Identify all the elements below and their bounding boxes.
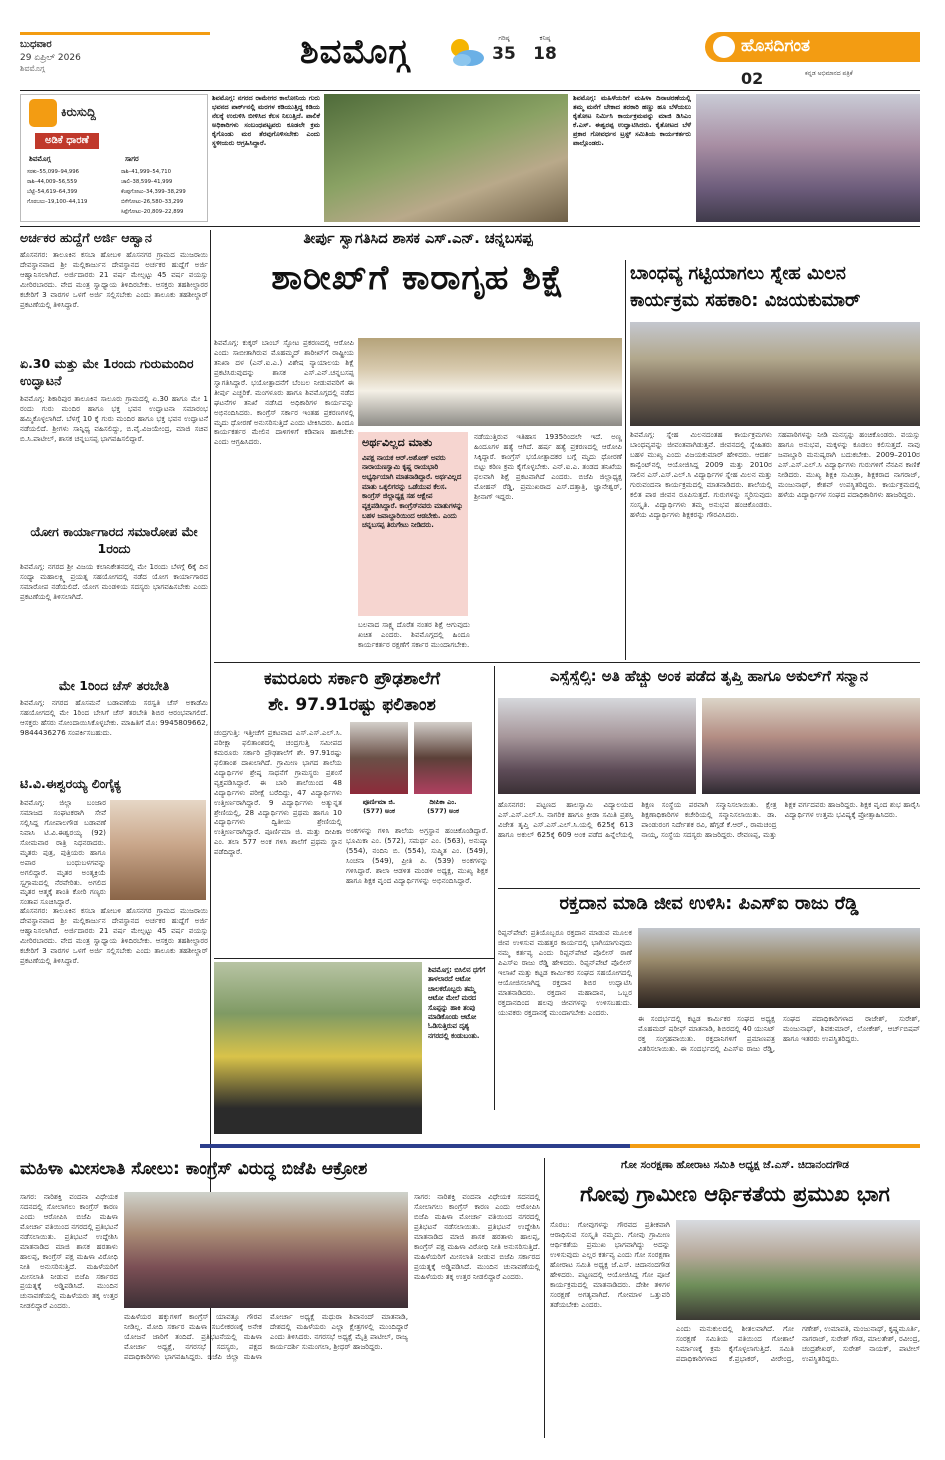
market-row: ಸಿಪ್ಪೆಗೋಟು–20,809–22,899 [121,209,184,216]
mahila-body: ಸಾಗರ: ನಾರಿಶಕ್ತಿ ವಂದನಾ ವಿಧೇಯಕ ಸದನದಲ್ಲಿ ಸೋಲಾಗಲು ಕಾಂಗ್ರೆಸ್ ಕಾರಣ ಎಂದು ಆರೋಪಿಸಿ ಬಿಜೆಪಿ ಮಹಿಳಾ ಮೋರ್ಚಾ ವತಿಯಿಂದ ನಗರದಲ್ಲಿ ಪ್ರತಿಭಟನೆ ನಡೆಸಲಾಯಿತು. ಪ್ರತಿಭಟನೆ ಉದ್ದೇಶಿಸಿ ಮಾತನಾಡಿದ ಮಾಜಿ ಶಾಸಕ ಹರತಾಳು ಹಾಲಪ್ಪ, ಕಾಂಗ್ರೆಸ್ ಪಕ್ಷ ಮಹಿಳಾ ವಿರೋಧಿ ನೀತಿ ಅನುಸರಿಸುತ್ತಿದೆ. ಮಹಿಳೆಯರಿಗೆ ಮೀಸಲಾತಿ ನೀಡುವ ಬಿಜೆಪಿ ಸರ್ಕಾರದ ಪ್ರಯತ್ನಕ್ಕೆ ಅಡ್ಡಿಪಡಿಸಿದೆ. ಮುಂದಿನ ಚುನಾವಣೆಯಲ್ಲಿ ಮಹಿಳೆಯರು ತಕ್ಕ ಉತ್ತರ ನೀಡಲಿದ್ದಾರೆ ಎಂದರು. [20,1192,118,1311]
lead-body: ಶಿವಮೊಗ್ಗ: ಕುಕ್ಕರ್ ಬಾಂಬ್ ಸ್ಫೋಟ ಪ್ರಕರಣದಲ್ಲಿ ಆರೋಪಿ ಎಂದು ಸಾಬೀತಾಗಿರುವ ಮೊಹಮ್ಮದ್ ಶಾರೀಖ್‌ಗೆ ರಾಷ್ಟ್ರೀಯ ತನಿಖಾ ದಳ (ಎನ್.ಐ.ಎ.) ವಿಶೇಷ ನ್ಯಾಯಾಲಯ ಶಿಕ್ಷೆ ಪ್ರಕಟಿಸಿರುವುದನ್ನು ಶಾಸಕ ಎಸ್.ಎನ್.ಚನ್ನಬಸಪ್ಪ ಸ್ವಾಗತಿಸಿದ್ದಾರೆ. ಭಯೋತ್ಪಾದನೆಗೆ ಬೆಂಬಲ ನೀಡುವವರಿಗೆ ಈ ತೀರ್ಪು ಎಚ್ಚರಿಕೆ. ಮಂಗಳೂರು ಹಾಗೂ ಶಿವಮೊಗ್ಗದಲ್ಲಿ ನಡೆದ ಘಟನೆಗಳ ತನಿಖೆ ನಡೆಸಿದ ಅಧಿಕಾರಿಗಳ ಕಾರ್ಯವನ್ನು ಅಭಿನಂದಿಸಿದರು. ಕಾಂಗ್ರೆಸ್ ಸರ್ಕಾರ ಇಂತಹ ಪ್ರಕರಣಗಳಲ್ಲಿ ಮೃದು ಧೋರಣೆ ಅನುಸರಿಸುತ್ತಿದೆ ಎಂದು ಟೀಕಿಸಿದರು. ಹಿಂದೂ ಕಾರ್ಯಕರ್ತರ ಮೇಲಿನ ದಾಳಿಗಳಿಗೆ ಕಡಿವಾಣ ಹಾಕಬೇಕು ಎಂದು ಆಗ್ರಹಿಸಿದರು. [214,338,354,447]
protest-photo [124,1192,408,1308]
blood-body: ರಿಪ್ಪನ್‌ಪೇಟೆ: ಪ್ರತಿಯೊಬ್ಬರೂ ರಕ್ತದಾನ ಮಾಡುವ ಮೂಲಕ ಜೀವ ಉಳಿಸುವ ಮಹತ್ತರ ಕಾರ್ಯದಲ್ಲಿ ಭಾಗಿಯಾಗುವುದು ನಮ್ಮ ಕರ್ತವ್ಯ ಎಂದು ರಿಪ್ಪನ್‌ಪೇಟೆ ಪೊಲೀಸ್ ಠಾಣೆ ಪಿಎಸ್‌ಐ ರಾಜು ರೆಡ್ಡಿ ಹೇಳಿದರು. ರಿಪ್ಪನ್‌ಪೇಟೆ ಪೊಲೀಸ್ ಇಲಾಖೆ ಮತ್ತು ಕಟ್ಟಡ ಕಾರ್ಮಿಕರ ಸಂಘದ ಸಹಯೋಗದಲ್ಲಿ ಆಯೋಜಿಸಲಾಗಿದ್ದ ರಕ್ತದಾನ ಶಿಬಿರ ಉದ್ಘಾಟಿಸಿ ಮಾತನಾಡಿದರು. ರಕ್ತದಾನ ಮಹಾದಾನ, ಒಬ್ಬರ ರಕ್ತದಾನದಿಂದ ಹಲವು ಜೀವಗಳನ್ನು ಉಳಿಸಬಹುದು. ಯುವಕರು ರಕ್ತದಾನಕ್ಕೆ ಮುಂದಾಗಬೇಕು ಎಂದರು. [498,928,632,1017]
min-temp: 18 [533,43,557,64]
market-brand: ಕಿರುಸುದ್ದಿ [61,105,96,119]
felicitation-photo-2 [702,698,920,794]
market-row: ಬೆಟ್ಟೆ–54,619–64,399 [27,189,78,196]
bandhavya-body: ಶಿವಮೊಗ್ಗ: ಸ್ನೇಹ ಮಿಲನದಂತಹ ಕಾರ್ಯಕ್ರಮಗಳು ಬಾಂಧವ್ಯವನ್ನು ಜೀವಂತವಾಗಿಡುತ್ತವೆ. ಜೀವನದಲ್ಲಿ ಸ್ನೇಹಿತರು ಬಹಳ ಮುಖ್ಯ ಎಂದು ವಿಜಯಕುಮಾರ್ ಹೇಳಿದರು. ಆದರ್ಶ ಕಾನ್ವೆಂಟ್‌ನಲ್ಲಿ ಆಯೋಜಿಸಿದ್ದ 2009 ಮತ್ತು 2010ರ ಸಾಲಿನ ಎಸ್.ಎಸ್.ಎಲ್.ಸಿ ವಿದ್ಯಾರ್ಥಿಗಳ ಸ್ನೇಹ ಮಿಲನ ಮತ್ತು ಗುರುವಂದನಾ ಕಾರ್ಯಕ್ರಮದಲ್ಲಿ ಮಾತನಾಡಿದರು. ಶಾಲೆಯಲ್ಲಿ ಕಲಿತ ಪಾಠ ಜೀವನ ರೂಪಿಸುತ್ತದೆ. ಗುರುಗಳನ್ನು ಸ್ಮರಿಸುವುದು ಸಂಸ್ಕೃತಿ. ವಿದ್ಯಾರ್ಥಿಗಳು ತಮ್ಮ ಅನುಭವ ಹಂಚಿಕೊಂಡರು. ಹಳೆಯ ವಿದ್ಯಾರ್ಥಿಗಳು ಶಿಕ್ಷಕರನ್ನು ಗೌರವಿಸಿದರು. [630,430,772,519]
bandhavya-body-2: ಸಹಪಾಠಿಗಳನ್ನು ನೀಡಿ ಮನಸ್ಸನ್ನು ಹಂಚಿಕೊಂಡರು. ವಯಸ್ಸು ಹಾಗೂ ಅನುಭವ, ಮಕ್ಕಳನ್ನು ಕೂಡಲು ಕಲಿಸುತ್ತದೆ. ನಾವು ಜವಾಬ್ದಾರಿ ಮನುಷ್ಯರಾಗಿ ಬದುಕಬೇಕು. 2009–2010ರ ಎಸ್.ಎಸ್.ಎಲ್.ಸಿ ವಿದ್ಯಾರ್ಥಿಗಳು ಗುರುಗಳಿಗೆ ನೆನಪಿನ ಕಾಣಿಕೆ ನೀಡಿದರು. ಮುಖ್ಯ ಶಿಕ್ಷಕಿ ಸುಮಿತ್ರಾ, ಶಿಕ್ಷಕರಾದ ನಾಗರಾಜ್, ಮಂಜುನಾಥ್, ಕೇಶವ್ ಉಪಸ್ಥಿತರಿದ್ದರು. ಕಾರ್ಯಕ್ರಮದಲ್ಲಿ ಹಳೆಯ ವಿದ್ಯಾರ್ಥಿಗಳ ಸಂಘದ ಪದಾಧಿಕಾರಿಗಳು ಹಾಜರಿದ್ದರು. [778,430,920,499]
mahila-body-3: ಸಾಗರ: ನಾರಿಶಕ್ತಿ ವಂದನಾ ವಿಧೇಯಕ ಸದನದಲ್ಲಿ ಸೋಲಾಗಲು ಕಾಂಗ್ರೆಸ್ ಕಾರಣ ಎಂದು ಆರೋಪಿಸಿ ಬಿಜೆಪಿ ಮಹಿಳಾ ಮೋರ್ಚಾ ವತಿಯಿಂದ ನಗರದಲ್ಲಿ ಪ್ರತಿಭಟನೆ ನಡೆಸಲಾಯಿತು. ಪ್ರತಿಭಟನೆ ಉದ್ದೇಶಿಸಿ ಮಾತನಾಡಿದ ಮಾಜಿ ಶಾಸಕ ಹರತಾಳು ಹಾಲಪ್ಪ, ಕಾಂಗ್ರೆಸ್ ಪಕ್ಷ ಮಹಿಳಾ ವಿರೋಧಿ ನೀತಿ ಅನುಸರಿಸುತ್ತಿದೆ. ಮಹಿಳೆಯರಿಗೆ ಮೀಸಲಾತಿ ನೀಡುವ ಬಿಜೆಪಿ ಸರ್ಕಾರದ ಪ್ರಯತ್ನಕ್ಕೆ ಅಡ್ಡಿಪಡಿಸಿದೆ. ಮುಂದಿನ ಚುನಾವಣೆಯಲ್ಲಿ ಮಹಿಳೆಯರು ತಕ್ಕ ಉತ್ತರ ನೀಡಲಿದ್ದಾರೆ ಎಂದರು. [414,1192,540,1281]
article-body: ಶಿವಮೊಗ್ಗ: ಶಿಕಾರಿಪುರ ತಾಲೂಕಿನ ಸಾಲೂರು ಗ್ರಾಮದಲ್ಲಿ ಏ.30 ಹಾಗೂ ಮೇ 1 ರಂದು ಗುರು ಮಂದಿರ ಹಾಗೂ ಭಕ್ತ ಭವನ ಉದ್ಘಾಟನಾ ಸಮಾರಂಭ ಹಮ್ಮಿಕೊಳ್ಳಲಾಗಿದೆ. ಬೆಳಗ್ಗೆ 10 ಕ್ಕೆ ಗುರು ಮಂದಿರ ಹಾಗೂ ಭಕ್ತ ಭವನ ಉದ್ಘಾಟನೆ ನಡೆಯಲಿದೆ. ಶ್ರೀಗಳು ಸಾನ್ನಿಧ್ಯ ವಹಿಸಲಿದ್ದು, ಬಿ.ವೈ.ವಿಜಯೇಂದ್ರ, ಮಾಜಿ ಸಚಿವ ಬಿ.ಸಿ.ಪಾಟೀಲ್, ಶಾಸಕ ಚನ್ನಬಸಪ್ಪ ಭಾಗವಹಿಸಲಿದ್ದಾರೆ. [20,394,208,443]
blood-body-2: ಈ ಸಂದರ್ಭದಲ್ಲಿ ಕಟ್ಟಡ ಕಾರ್ಮಿಕರ ಸಂಘದ ಅಧ್ಯಕ್ಷ ಮೊಹಮದ್ ಷರೀಫ್ ಮಾತನಾಡಿ, ಶಿಬಿರದಲ್ಲಿ 40 ಯುನಿಟ್ ರಕ್ತ ಸಂಗ್ರಹವಾಯಿತು. ರಕ್ತದಾನಿಗಳಿಗೆ ಪ್ರಮಾಣಪತ್ರ ವಿತರಿಸಲಾಯಿತು. ಈ ಸಂದರ್ಭದಲ್ಲಿ ಪಿಎಸ್‌ಐ ರಾಜು ರೆಡ್ಡಿ, ಸಂಘದ ಪದಾಧಿಕಾರಿಗಳಾದ ರಾಜೇಶ್, ಸುರೇಶ್, ಮಂಜುನಾಥ್, ಶಿವಕುಮಾರ್, ಲೋಕೇಶ್, ಆರ್ಚ್‌ಬಿಷಪ್ ಹಾಗೂ ಇತರರು ಉಪಸ್ಥಿತರಿದ್ದರು. [638,1014,920,1053]
lead-headline: ಶಾರೀಖ್‌ಗೆ ಕಾರಾಗೃಹ ಶಿಕ್ಷೆ [271,258,565,298]
article-head: ಏ.30 ಮತ್ತು ಮೇ 1ರಂದು ಗುರುಮಂದಿರ ಉದ್ಘಾಟನೆ [20,356,194,388]
article-head: ಅರ್ಚಕರ ಹುದ್ದೆಗೆ ಅರ್ಜಿ ಆಹ್ವಾನ [20,230,152,245]
article-head: ಮೇ 1ರಿಂದ ಚೆಸ್ ತರಬೇತಿ [58,678,170,693]
market-title: ಅಡಿಕೆ ಧಾರಣೆ [35,133,99,149]
school-headline [214,666,490,724]
market-col2 [121,167,207,217]
sidebox-head: ಅರ್ಥವಿಲ್ಲದ ಮಾತು [362,436,433,449]
student-caption-name: ಪೂರ್ಣಿಮಾ ಜಿ. [362,798,396,806]
market-row: ರಾಶಿ–44,009–56,559 [27,179,77,186]
kirusuddi-icon [29,99,57,127]
school-headline-2: ಶೇ. 97.91ರಷ್ಟು ಫಲಿತಾಂಶ [268,695,436,716]
date: 29 ಏಪ್ರಿಲ್ 2026 [20,52,81,63]
divider-stripe-accent [630,1144,920,1148]
felicitation-photo-1 [498,698,696,794]
masthead: ಶಿವಮೊಗ್ಗ [300,32,410,72]
max-temp: 35 [492,43,516,64]
obituary-photo [110,800,206,900]
student-caption-1 [346,798,412,822]
paper-tagline: ಕನ್ನಡ ಅಭಿಮಾನದ ಪತ್ರಿಕೆ [805,70,853,77]
market-box [20,94,208,222]
sidebox-body: ವಿಪಕ್ಷ ನಾಯಕ ಆರ್.ಅಶೋಕ್ ಅವರು ನಾರಾಯಣಸ್ವಾಮಿ ಕೃಷ್ಣ ರಾಯಭಾರಿ ಅಭ್ಯರ್ಥಿಯಾಗಿ ಮಾತನಾಡಿದ್ದಾರೆ. ಅರ್ಥವಿಲ್ಲದ ಮಾತು ಒಕ್ಕಲಿಗರನ್ನು ಒಡೆಯುವ ಕೆಲಸ. ಕಾಂಗ್ರೆಸ್ ಜಿಲ್ಲಾಧ್ಯಕ್ಷ ಸಹ ಆಕ್ಷೇಪ ವ್ಯಕ್ತಪಡಿಸಿದ್ದಾರೆ. ಕಾಂಗ್ರೆಸ್‌ನವರು ಮಾತುಗಳನ್ನು ಬಹಳ ಜವಾಬ್ದಾರಿಯಿಂದ ಆಡಬೇಕು. ಎಂದು ಚನ್ನಬಸಪ್ಪ ತಿರುಗೇಟು ನೀಡಿದರು. [362,453,464,530]
article-head: ಟಿ.ವಿ.ಈಶ್ವರಯ್ಯ ಲಿಂಗೈಕ್ಯ [20,776,122,791]
sslc-headline: ಎಸ್ಸೆಸ್ಸೆಲ್ಸಿ: ಅತಿ ಹೆಚ್ಚು ಅಂಕ ಪಡೆದ ತೃಪ್ತಿ ಹಾಗೂ ಅಕುಲ್‌ಗೆ ಸನ್ಮಾನ [549,667,869,685]
paper-logo [705,32,920,90]
article-body: ಶಿವಮೊಗ್ಗ: ನಗರದ ಹೊಸಮನೆ ಬಡಾವಣೆಯ ಸರಸ್ವತಿ ಚೆಸ್ ಅಕಾಡೆಮಿ ಸಹಯೋಗದಲ್ಲಿ ಮೇ 1ರಿಂದ ಬೇಸಿಗೆ ಚೆಸ್ ತರಬೇತಿ ಶಿಬಿರ ಆರಂಭವಾಗಲಿದೆ. ಆಸಕ್ತರು ಹೆಸರು ನೋಂದಾಯಿಸಿಕೊಳ್ಳಬೇಕು. ಮಾಹಿತಿಗೆ ಮೊ: 9945809662, 9844436276 ಸಂಪರ್ಕಿಸಬಹುದು. [20,698,208,737]
market-row: ಸರಕು–55,099–94,996 [27,169,80,175]
blood-headline: ರಕ್ತದಾನ ಮಾಡಿ ಜೀವ ಉಳಿಸಿ: ಪಿಎಸ್‌ಐ ರಾಜು ರೆಡ್ಡಿ [559,893,859,914]
min-label: ಕನಿಷ್ಠ [539,34,551,42]
weather-icon [446,34,486,70]
lead-body-3: ಬಲವಾದ ಸಾಕ್ಷ್ಯ ದೊರೆತ ನಂತರ ಶಿಕ್ಷೆ ಆಗುವುದು ಖಚಿತ ಎಂದರು. ಶಿವಮೊಗ್ಗದಲ್ಲಿ ಹಿಂದೂ ಕಾರ್ಯಕರ್ತರ ರಕ್ಷಣೆಗೆ ಸರ್ಕಾರ ಮುಂದಾಗಬೇಕು. [358,620,470,649]
bandhavya-headline-1: ಬಾಂಧವ್ಯ ಗಟ್ಟಿಯಾಗಲು ಸ್ನೇಹ ಮಿಲನ [630,263,846,284]
page-number: 02 [741,69,764,88]
blood-camp-photo [638,928,920,1008]
student-caption-marks: (577) ಅಂಕ [427,806,459,815]
lead-body-2: ನಡೆಯುತ್ತಿರುವ ಇತಿಹಾಸ 1935ರಿಂದಲೇ ಇದೆ. ಅಣ್ಣ ಹಿಂದೂಗಳ ಹತ್ಯೆ ಆಗಿದೆ. ಹರ್ಷ ಹತ್ಯೆ ಪ್ರಕರಣದಲ್ಲಿ ಆರೋಪಿ ಸಿಕ್ಕಿದ್ದಾರೆ. ಕಾಂಗ್ರೆಸ್ ಭಯೋತ್ಪಾದಕರ ಬಗ್ಗೆ ಮೃದು ಧೋರಣೆ ಬಿಟ್ಟು ಕಠಿಣ ಕ್ರಮ ಕೈಗೊಳ್ಳಬೇಕು. ಎನ್.ಐ.ಎ. ತಂಡದ ತನಿಖೆಯ ಫಲವಾಗಿ ಶಿಕ್ಷೆ ಪ್ರಕಟವಾಗಿದೆ ಎಂದರು. ಬಿಜೆಪಿ ಜಿಲ್ಲಾಧ್ಯಕ್ಷ ಮೋಹನ್ ರೆಡ್ಡಿ, ಪ್ರಮುಖರಾದ ಎಸ್.ದತ್ತಾತ್ರಿ, ಜ್ಞಾನೇಶ್ವರ್, ಶ್ರೀನಾಗ್ ಇದ್ದರು. [474,432,622,501]
max-temp-block [490,34,518,70]
market-row: ಗೊರಬಲು–19,100–44,119 [27,199,88,206]
paper-name: ಹೊಸದಿಗಂತ [741,36,811,56]
market-col2-title: ಸಾಗರ [125,155,139,163]
auto-rickshaw-photo [214,962,422,1134]
bandhavya-headline-2: ಕಾರ್ಯಕ್ರಮ ಸಹಕಾರಿ: ವಿಜಯಕುಮಾರ್ [630,290,861,311]
garden-event-photo [696,94,920,222]
market-row: ರಾಶಿ–41,999–54,710 [121,169,171,175]
date-block [20,32,210,92]
govu-kicker: ಗೋ ಸಂರಕ್ಷಣಾ ಹೋರಾಟ ಸಮಿತಿ ಅಧ್ಯಕ್ಷ ಜೆ.ಎಸ್. ಚಿದಾನಂದಗೌಡ [621,1159,849,1171]
day: ಬುಧವಾರ [20,39,52,50]
student-photo-1 [350,722,408,794]
brief-tree: ಶಿವಮೊಗ್ಗ: ನಗರದ ರಾಮೇಗರ ಕಾಲೋನಿಯ ಗುರು ಭವನದ ಪಾರ್ಕ್‌ನಲ್ಲಿ ಮರಗಳ ಕಡಿಯುತ್ತಿದ್ದ ಕಿಡಿಯ ನೆಲಕ್ಕೆ ಉರುಳಿಸಿ ಬೀಳಿಸಿದ ಕೆಲಸ ನಿಲುತ್ತಿದೆ. ಪಾಲಿಕೆ ಅಧಿಕಾರಿಗಳು ಸಂಬಂಧಪಟ್ಟವರು ಕೂಡಲೇ ಕ್ರಮ ಕೈಗೊಂಡು ಮರ ತೆರವುಗೊಳಿಸಬೇಕು ಎಂದು ಸ್ಥಳೀಯರು ಆಗ್ರಹಿಸಿದ್ದಾರೆ. [212,94,320,148]
govu-body-2: ಎಂದು ಮನುಕುಲದಲ್ಲಿ ಶೀತಲವಾಗಿದೆ. ಗೋ ಸಂರಕ್ಷಣೆ ಸಮಿತಿಯ ವತಿಯಿಂದ ಗೋಶಾಲೆ ನಿರ್ಮಾಣಕ್ಕೆ ಕ್ರಮ ಕೈಗೊಳ್ಳಲಾಗುತ್ತಿದೆ. ಸಮಿತಿ ಪದಾಧಿಕಾರಿಗಳಾದ ಕೆ.ಪ್ರಭಾಕರ್, ವೀರೇಂದ್ರ, ಗಣೇಶ್, ಉಮಾಪತಿ, ಮಂಜುನಾಥ್, ಕೃಷ್ಣಮೂರ್ತಿ, ನಾಗರಾಜ್, ಸುರೇಶ್ ಗೌಡ, ಮಾಲತೇಶ್, ರವೀಂದ್ರ, ಚಂದ್ರಶೇಖರ್, ಸುರೇಶ್ ನಾಯಕ್, ಪಾಟೀಲ್ ಉಪಸ್ಥಿತರಿದ್ದರು. [676,1324,920,1363]
school-headline-1: ಕಮರೂರು ಸರ್ಕಾರಿ ಪ್ರೌಢಶಾಲೆಗೆ [263,669,441,689]
student-photo-2 [414,722,472,794]
student-caption-name: ದೀಪಿಕಾ ಎಂ. [429,798,457,806]
market-row: ಚಾಲಿ–38,599–41,999 [121,179,173,186]
min-temp-block [530,34,560,70]
govu-headline: ಗೋವು ಗ್ರಾಮೀಣ ಆರ್ಥಿಕತೆಯ ಪ್ರಮುಖ ಭಾಗ [580,1182,890,1206]
student-caption-marks: (577) ಅಂಕ [363,806,395,815]
cow-event-photo [676,1220,920,1320]
article-head: ಯೋಗ ಕಾರ್ಯಾಗಾರದ ಸಮಾರೋಪ ಮೇ 1ರಂದು [30,524,198,556]
brief-garden: ಶಿವಮೊಗ್ಗ: ಮಹಿಳೆಯರಿಗೆ ಮಹಿಳಾ ದಿನಾಚರಣೆಯಲ್ಲಿ ತಮ್ಮ ಮನೆಗೆ ಬೇಕಾದ ತರಕಾರಿ ಹಣ್ಣು ಹೂ ಬೆಳೆಯಲು ಕೈತೋಟ ನಿರ್ಮಿಸಿ ಕಾರ್ಯಕ್ರಮವನ್ನು ಮಾಜಿ ಡಿಸಿಎಂ ಕೆ.ಎಸ್. ಈಶ್ವರಪ್ಪ ಉದ್ಘಾಟಿಸಿದರು. ಕೈತೋಟದ ಬೆಳೆ ಪ್ರಕಾರ ಗೋವರ್ಧನ ಟ್ರಸ್ಟ್ ಸಮಿತಿಯ ಕಾರ್ಯಕರ್ತರು ಪಾಲ್ಗೊಂಡರು. [573,94,691,148]
sidebox [358,432,468,616]
school-body: ಚಂದ್ರಗುತ್ತಿ: ಇತ್ತೀಚೆಗೆ ಪ್ರಕಟವಾದ ಎಸ್.ಎಸ್.ಎಲ್.ಸಿ. ಪರೀಕ್ಷಾ ಫಲಿತಾಂಶದಲ್ಲಿ ಚಂದ್ರಗುತ್ತಿ ಸಮೀಪದ ಕಮರೂರು ಸರ್ಕಾರಿ ಪ್ರೌಢಶಾಲೆಗೆ ಶೇ. 97.91ರಷ್ಟು ಫಲಿತಾಂಶ ದಾಖಲಾಗಿದೆ. ಗ್ರಾಮೀಣ ಭಾಗದ ಶಾಲೆಯ ವಿದ್ಯಾರ್ಥಿಗಳ ಶ್ರೇಷ್ಠ ಸಾಧನೆಗೆ ಗ್ರಾಮಸ್ಥರು ಪ್ರಶಂಸೆ ವ್ಯಕ್ತಪಡಿಸಿದ್ದಾರೆ. ಈ ಬಾರಿ ಶಾಲೆಯಿಂದ 48 ವಿದ್ಯಾರ್ಥಿಗಳು ಪರೀಕ್ಷೆ ಬರೆದಿದ್ದು, 47 ವಿದ್ಯಾರ್ಥಿಗಳು ಉತ್ತೀರ್ಣರಾಗಿದ್ದಾರೆ. 9 ವಿದ್ಯಾರ್ಥಿಗಳು ಅತ್ಯುನ್ನತ ಶ್ರೇಣಿಯಲ್ಲಿ, 28 ವಿದ್ಯಾರ್ಥಿಗಳು ಪ್ರಥಮ ಹಾಗೂ 10 ವಿದ್ಯಾರ್ಥಿಗಳು ದ್ವಿತೀಯ ಶ್ರೇಣಿಯಲ್ಲಿ ಉತ್ತೀರ್ಣರಾಗಿದ್ದಾರೆ. ಪೂರ್ಣಿಮಾ ಜಿ. ಮತ್ತು ದೀಪಿಕಾ ಎಂ. ತಲಾ 577 ಅಂಕ ಗಳಿಸಿ ಶಾಲೆಗೆ ಪ್ರಥಮ ಸ್ಥಾನ ಪಡೆದಿದ್ದಾರೆ. [214,728,342,857]
market-col1 [27,167,123,207]
tree-photo [324,94,568,222]
press-meet-photo [358,338,622,426]
market-row: ಬಿಳೆಗೋಟು–26,580–33,299 [121,199,184,206]
govu-body: ಸೊರಬ: ಗೋವುಗಳನ್ನು ಗೌರವದ ಪ್ರತೀಕವಾಗಿ ಆರಾಧಿಸುವ ಸಂಸ್ಕೃತಿ ನಮ್ಮದು. ಗೋವು ಗ್ರಾಮೀಣ ಆರ್ಥಿಕತೆಯ ಪ್ರಮುಖ ಭಾಗವಾಗಿದ್ದು ಅದನ್ನು ಉಳಿಸುವುದು ಎಲ್ಲರ ಕರ್ತವ್ಯ ಎಂದು ಗೋ ಸಂರಕ್ಷಣಾ ಹೋರಾಟ ಸಮಿತಿ ಅಧ್ಯಕ್ಷ ಜೆ.ಎಸ್. ಚಿದಾನಂದಗೌಡ ಹೇಳಿದರು. ಪಟ್ಟಣದಲ್ಲಿ ಆಯೋಜಿಸಿದ್ದ ಗೋ ಪೂಜೆ ಕಾರ್ಯಕ್ರಮದಲ್ಲಿ ಮಾತನಾಡಿದರು. ದೇಶೀ ತಳಿಗಳ ಸಂರಕ್ಷಣೆ ಅಗತ್ಯವಾಗಿದೆ. ಗೋಮಾಳ ಒತ್ತುವರಿ ತಡೆಯಬೇಕು ಎಂದರು. [550,1220,670,1309]
mahila-headline: ಮಹಿಳಾ ಮೀಸಲಾತಿ ಸೋಲು: ಕಾಂಗ್ರೆಸ್ ವಿರುದ್ಧ ಬಿಜೆಪಿ ಆಕ್ರೋಶ [20,1159,368,1179]
mahila-body-2: ಮಹಿಳೆಯರ ಹಕ್ಕುಗಳಿಗೆ ಕಾಂಗ್ರೆಸ್ ಯಾವತ್ತೂ ಗೌರವ ನೀಡಿಲ್ಲ. ಮೋದಿ ಸರ್ಕಾರ ಮಹಿಳಾ ಸಬಲೀಕರಣಕ್ಕೆ ಅನೇಕ ಯೋಜನೆ ಜಾರಿಗೆ ತಂದಿದೆ. ಪ್ರತಿಭಟನೆಯಲ್ಲಿ ಮಹಿಳಾ ಮೋರ್ಚಾ ಅಧ್ಯಕ್ಷೆ, ನಗರಸಭೆ ಸದಸ್ಯರು, ಪಕ್ಷದ ಪದಾಧಿಕಾರಿಗಳು ಭಾಗವಹಿಸಿದ್ದರು. ಬಿಜೆಪಿ ಜಿಲ್ಲಾ ಮಹಿಳಾ ಮೋರ್ಚಾ ಅಧ್ಯಕ್ಷೆ ಮಧುರಾ ಶಿವಾನಂದ್ ಮಾತನಾಡಿ, ದೇಶದಲ್ಲಿ ಮಹಿಳೆಯರು ಎಲ್ಲಾ ಕ್ಷೇತ್ರಗಳಲ್ಲಿ ಮುಂದಿದ್ದಾರೆ ಎಂದು ತಿಳಿಸಿದರು. ನಗರಸಭೆ ಅಧ್ಯಕ್ಷೆ ಮೈತ್ರಿ ಪಾಟೀಲ್, ರಾಜ್ಯ ಕಾರ್ಯದರ್ಶಿ ಸುಮಂಗಲಾ, ಶ್ರೀಧರ್ ಹಾಜರಿದ್ದರು. [124,1312,408,1361]
article-body: ಶಿವಮೊಗ್ಗ: ನಗರದ ಶ್ರೀ ವಿಜಯ ಕಲಾನಿಕೇತನದಲ್ಲಿ ಮೇ 1ರಂದು ಬೆಳಗ್ಗೆ 6ಕ್ಕೆ ದಿನ ಸಂಧ್ಯಾ ಮಹಾಲಕ್ಷ್ಮಿ ಪ್ರಯತ್ನ ಸಹಯೋಗದಲ್ಲಿ ನಡೆದ ಯೋಗ ಕಾರ್ಯಾಗಾರದ ಸಮಾರೋಪ ನಡೆಯಲಿದೆ. ಯೋಗ ಮಂಡಳಿಯ ಸದಸ್ಯರು ಭಾಗವಹಿಸಬೇಕು ಎಂದು ಪ್ರಕಟಣೆಯಲ್ಲಿ ತಿಳಿಸಲಾಗಿದೆ. [20,562,208,601]
student-caption-2 [410,798,476,822]
market-col1-title: ಶಿವಮೊಗ್ಗ [29,155,51,163]
sslc-body: ಹೊಸನಗರ: ಪಟ್ಟಣದ ಹಾಲಸ್ವಾಮಿ ವಿದ್ಯಾಲಯದ ಎಸ್.ಎಸ್.ಎಲ್.ಸಿ. ನಾಗರಿಕ ಹಾಗೂ ಕ್ರೀಡಾ ಸಮಿತಿ ಪ್ರಶಸ್ತಿ ವಿಜೇತ ತೃಪ್ತಿ ಎಸ್.ಎಸ್.ಎಲ್.ಸಿ.ಯಲ್ಲಿ 625ಕ್ಕೆ 613 ಹಾಗೂ ಅಕುಲ್ 625ಕ್ಕೆ 609 ಅಂಕ ಪಡೆದ ಹಿನ್ನೆಲೆಯಲ್ಲಿ ಶಿಕ್ಷಣ ಸಂಸ್ಥೆಯ ಪರವಾಗಿ ಸನ್ಮಾನಿಸಲಾಯಿತು. ಕ್ಷೇತ್ರ ಶಿಕ್ಷಣಾಧಿಕಾರಿಗಳ ಕಚೇರಿಯಲ್ಲಿ ಸನ್ಮಾನಿಸಲಾಯಿತು. ಡಾ. ಪಾಂಡುರಂಗ ನಿರ್ದೇಶಕ ರವಿ, ಹೆಗ್ಗಡೆ ಕೆ.ಆರ್., ರಾಮಚಂದ್ರ ನಾಯ್ಕ, ಸಂಸ್ಥೆಯ ಸದಸ್ಯರು ಹಾಜರಿದ್ದರು. ರೇವಣಪ್ಪ, ಮತ್ತು ಶಿಕ್ಷಕ ವರ್ಗದವರು ಹಾಜರಿದ್ದರು. ಶಿಕ್ಷಕ ವೃಂದ ಶುಭ ಹಾರೈಸಿ ವಿದ್ಯಾರ್ಥಿಗಳ ಉತ್ತಮ ಭವಿಷ್ಯಕ್ಕೆ ಪ್ರೋತ್ಸಾಹಿಸಿದರು. [498,800,920,839]
bandhavya-headline [630,260,920,318]
auto-caption: ಶಿವಮೊಗ್ಗ: ಬಿಸಿಲಿನ ಧಗೆಗೆ ತಾಳಲಾರದೆ ಆಟೋ ಚಾಲಕರೊಬ್ಬರು ತಮ್ಮ ಆಟೋ ಮೇಲೆ ಮರದ ಸೊಪ್ಪನ್ನು ಹಾಕಿ ತಂಪು ಮಾಡಿಕೊಂಡು ಆಟೋ ಓಡಿಸುತ್ತಿರುವ ದೃಶ್ಯ ನಗರದಲ್ಲಿ ಕಂಡುಬಂತು. [428,966,486,1040]
article-body-obit-b: ಹೊಸನಗರ: ತಾಲೂಕಿನ ಕಸಬಾ ಹೋಬಳಿ ಹೊಸನಗರ ಗ್ರಾಮದ ಮುಜರಾಯಿ ದೇವಸ್ಥಾನವಾದ ಶ್ರೀ ಮಲ್ಲಿಕಾರ್ಜುನ ದೇವಸ್ಥಾನದ ಅರ್ಚಕರ ಹುದ್ದೆಗೆ ಅರ್ಜಿ ಆಹ್ವಾನಿಸಲಾಗಿದೆ. ಅರ್ಜಿದಾರರು 21 ವರ್ಷ ಮೇಲ್ಪಟ್ಟು 45 ವರ್ಷ ವಯಸ್ಸು ಮೀರಿರಬಾರದು. ವೇದ ಮಂತ್ರ ಸ್ವಾಧ್ಯಾಯ ತಿಳಿದಿರಬೇಕು. ಆಸಕ್ತರು ತಹಶೀಲ್ದಾರರ ಕಚೇರಿಗೆ 3 ವಾರಗಳ ಒಳಗೆ ಅರ್ಜಿ ಸಲ್ಲಿಸಬೇಕು ಎಂದು ತಾಲೂಕು ತಹಶೀಲ್ದಾರ್ ಪ್ರಕಟಣೆಯಲ್ಲಿ ತಿಳಿಸಿದ್ದಾರೆ. [20,906,208,965]
max-label: ಗರಿಷ್ಠ [498,34,510,42]
market-row: ಕೆಂಪುಗೋಟು–34,399–38,299 [121,189,186,196]
lead-kicker: ತೀರ್ಪು ಸ್ವಾಗತಿಸಿದ ಶಾಸಕ ಎಸ್.ಎನ್. ಚನ್ನಬಸಪ್ಪ [303,231,533,247]
article-body: ಹೊಸನಗರ: ತಾಲೂಕಿನ ಕಸಬಾ ಹೋಬಳಿ ಹೊಸನಗರ ಗ್ರಾಮದ ಮುಜರಾಯಿ ದೇವಸ್ಥಾನವಾದ ಶ್ರೀ ಮಲ್ಲಿಕಾರ್ಜುನ ದೇವಸ್ಥಾನದ ಅರ್ಚಕರ ಹುದ್ದೆಗೆ ಅರ್ಜಿ ಆಹ್ವಾನಿಸಲಾಗಿದೆ. ಅರ್ಜಿದಾರರು 21 ವರ್ಷ ಮೇಲ್ಪಟ್ಟು 45 ವರ್ಷ ವಯಸ್ಸು ಮೀರಿರಬಾರದು. ವೇದ ಮಂತ್ರ ಸ್ವಾಧ್ಯಾಯ ತಿಳಿದಿರಬೇಕು. ಆಸಕ್ತರು ತಹಶೀಲ್ದಾರರ ಕಚೇರಿಗೆ 3 ವಾರಗಳ ಒಳಗೆ ಅರ್ಜಿ ಸಲ್ಲಿಸಬೇಕು ಎಂದು ತಾಲೂಕು ತಹಶೀಲ್ದಾರ್ ಪ್ರಕಟಣೆಯಲ್ಲಿ ತಿಳಿಸಿದ್ದಾರೆ. [20,250,208,309]
school-body-2: ಅಂಕಗಳನ್ನು ಗಳಿಸಿ ಶಾಲೆಯ ಅಗ್ರಸ್ಥಾನ ಹಂಚಿಕೊಂಡಿದ್ದಾರೆ. ಭೂಮಿಕಾ ಎಂ. (572), ಸಮರ್ಥ ಎಂ. (563), ಅನುಷ್ಕಾ (554), ನಂದಿನಿ ಬಿ. (554), ಸುಷ್ಮಿತ ಎಂ. (549), ಸಿಂಚನಾ (549), ಪ್ರೀತಿ ಪಿ. (539) ಅಂಕಗಳನ್ನು ಗಳಿಸಿದ್ದಾರೆ. ಶಾಲಾ ಆಡಳಿತ ಮಂಡಳಿ ಅಧ್ಯಕ್ಷ, ಮುಖ್ಯ ಶಿಕ್ಷಕ ಹಾಗೂ ಶಿಕ್ಷಕ ವೃಂದ ವಿದ್ಯಾರ್ಥಿಗಳನ್ನು ಅಭಿನಂದಿಸಿದ್ದಾರೆ. [346,826,488,885]
paper-emblem-icon [713,36,735,58]
reunion-photo [630,322,920,426]
article-body-obit-a: ಶಿವಮೊಗ್ಗ: ಜಿಲ್ಲಾ ಬಂಜಾರ ಸಮಾಜದ ಸಂಘಟಕರಾಗಿ ಸೇವೆ ಸಲ್ಲಿಸಿದ್ದ ಗೋಪಾಲಗೌಡ ಬಡಾವಣೆ ನಿವಾಸಿ ಟಿ.ವಿ.ಈಶ್ವರಯ್ಯ (92) ಸೋಮವಾರ ರಾತ್ರಿ ನಿಧನರಾದರು. ಮೃತರು ಪುತ್ರ, ಪುತ್ರಿಯರು ಹಾಗೂ ಅಪಾರ ಬಂಧುಬಳಗವನ್ನು ಅಗಲಿದ್ದಾರೆ. ಮೃತರ ಅಂತ್ಯಕ್ರಿಯೆ ಸ್ವಗ್ರಾಮದಲ್ಲಿ ನೆರವೇರಿತು. ಅಗಲಿದ ಮೃತರ ಆತ್ಮಕ್ಕೆ ಶಾಂತಿ ಕೋರಿ ಗಣ್ಯರು ಸಂತಾಪ ಸೂಚಿಸಿದ್ದಾರೆ. [20,798,106,907]
city: ಶಿವಮೊಗ್ಗ [20,63,45,73]
divider-stripe [200,1144,630,1148]
